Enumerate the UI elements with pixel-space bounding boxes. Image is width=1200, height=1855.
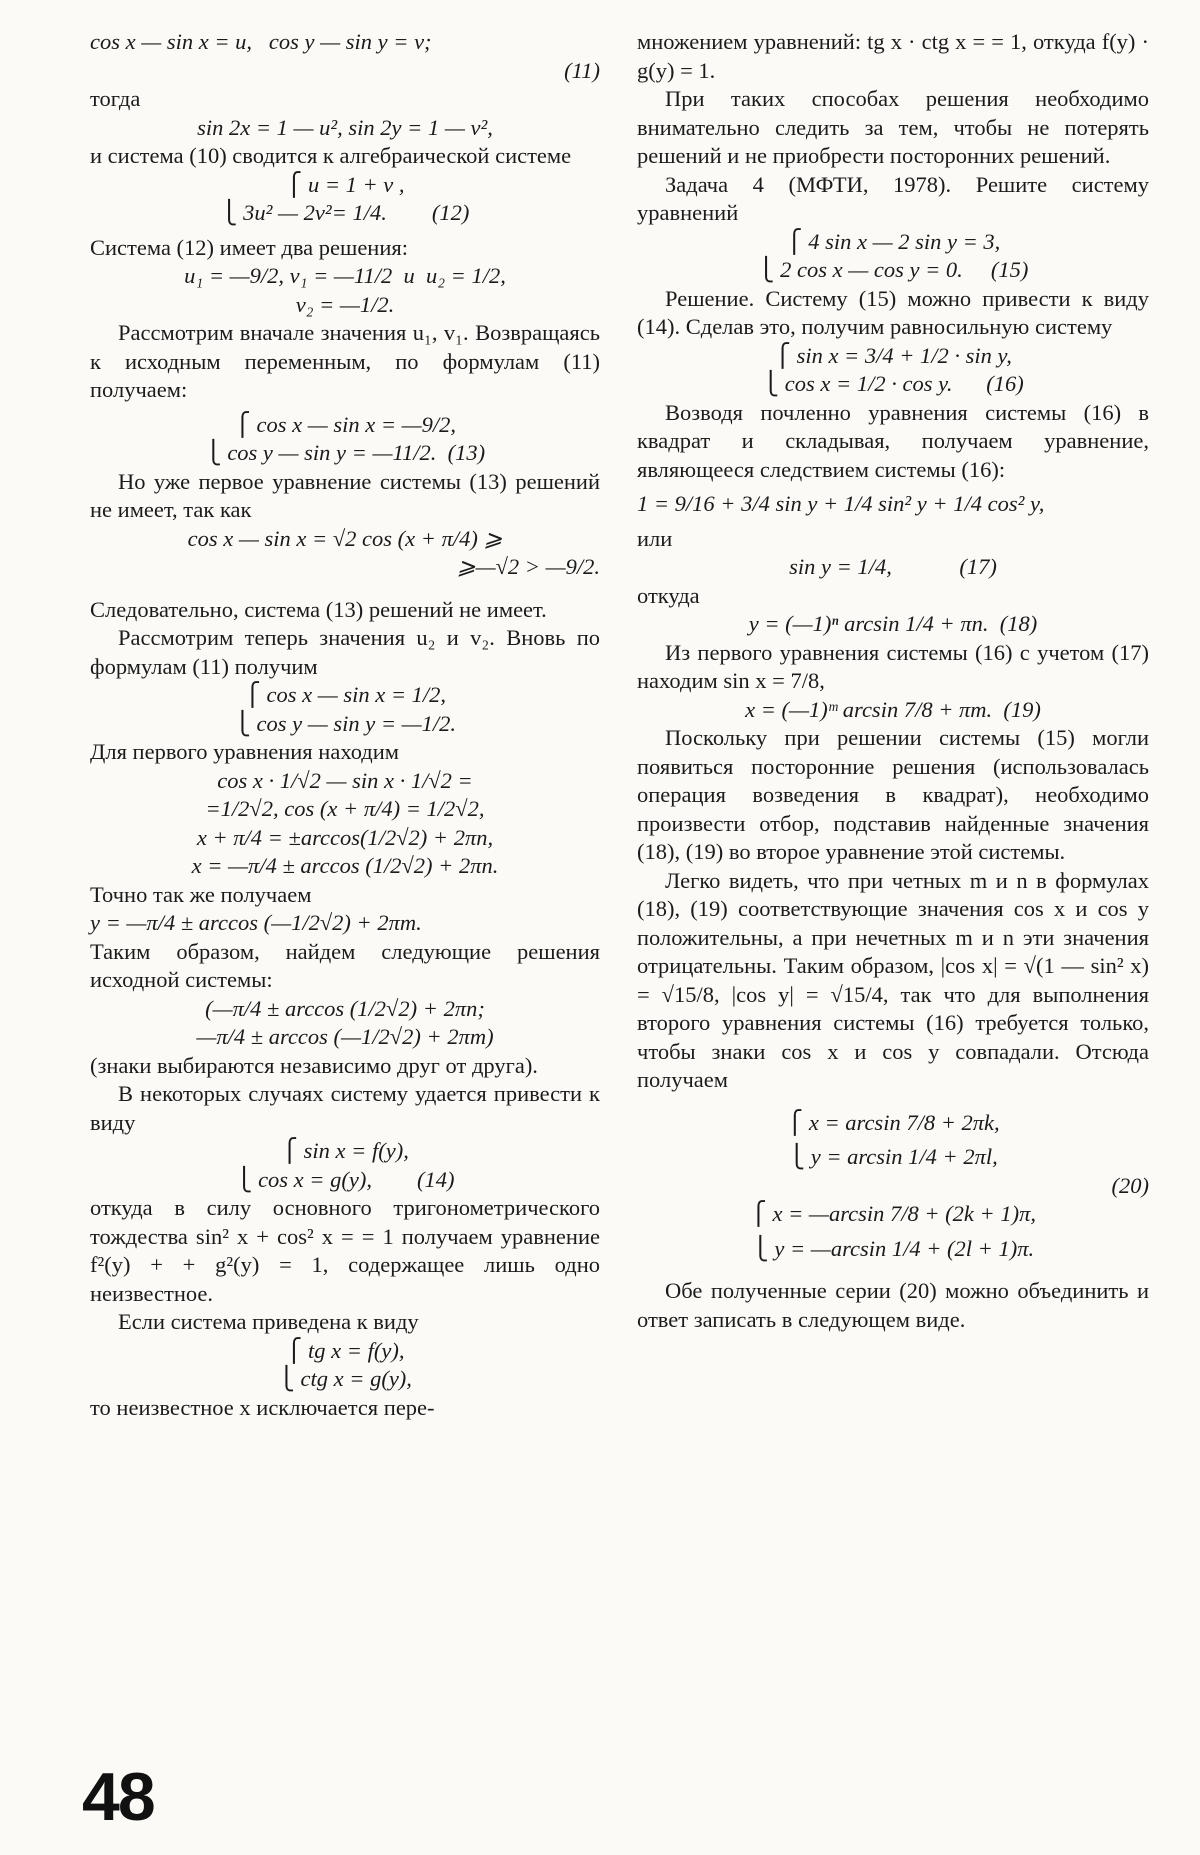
equation: =1/2√2, cos (x + π/4) = 1/2√2, xyxy=(205,796,485,821)
equation: sin y = 1/4, (17) xyxy=(789,554,997,579)
paragraph: Рассмотрим вначале значения u₁, v₁. Возвращаясь к исходным переменным, по формулам (11) получаем: xyxy=(90,320,600,402)
paragraph: При таких способах решения необходимо внимательно следить за тем, чтобы не потерять решений и не приобрести посторонних решений. xyxy=(637,86,1149,168)
right-column xyxy=(637,28,1149,1334)
equation: ⎧ x = —arcsin 7/8 + (2k + 1)π, xyxy=(750,1201,1036,1226)
paragraph: Следовательно, система (13) решений не имеет. xyxy=(90,596,547,622)
paragraph: Обе полученные серии (20) можно объединить и ответ записать в следующем виде. xyxy=(637,1278,1149,1332)
equation: ⎧ x = arcsin 7/8 + 2πk, xyxy=(786,1109,1000,1135)
paragraph: Для первого уравнения находим xyxy=(90,739,400,764)
equation: ⎧ sin x = f(y), xyxy=(281,1138,409,1163)
equation: x = —π/4 ± arccos (1/2√2) + 2πn. xyxy=(191,853,499,878)
equation: ⎧ 4 sin x — 2 sin y = 3, xyxy=(785,228,1001,254)
equation: ⎩ cos x = g(y), (14) xyxy=(235,1166,455,1192)
equation: cos x — sin x = u, cos y — sin y = v; xyxy=(90,29,432,54)
equation: sin 2x = 1 — u², sin 2y = 1 — v², xyxy=(197,114,493,140)
equation: 1 = 9/16 + 3/4 sin y + 1/4 sin² y + 1/4 cos² y, xyxy=(637,491,1045,516)
equation: ⎩ cos x = 1/2 · cos y. (16) xyxy=(762,371,1024,396)
paragraph: В некоторых случаях систему удается привести к виду xyxy=(90,1081,600,1135)
equation-number: ⩾—√2 > —9/2. xyxy=(456,554,600,579)
paragraph: Поскольку при решении системы (15) могли появиться посторонние решения (использовалась операция возведения в квадрат), необходимо произвести отбор, подставив найденные значения (18), (19) во второе уравнение этой системы. xyxy=(637,725,1149,864)
paragraph: Возводя почленно уравнения системы (16) в квадрат и складывая, получаем уравнение, являющееся следствием системы (16): xyxy=(637,399,1149,482)
left-column xyxy=(90,28,600,1422)
equation: ⎩ ctg x = g(y), xyxy=(278,1366,412,1391)
paragraph: Легко видеть, что при четных m и n в формулах (18), (19) соответствующие значения cos x и cos y положительны, а при нечетных m и n эти значения отрицательны. Таким образом, |cos x| = √(1 — sin² x) = √15/8, |cos y| = √15/4, так что для выполнения второго уравнения системы (16) требуется только, чтобы знаки cos x и cos y совпадали. Отсюда получаем xyxy=(637,867,1149,1092)
paragraph: тогда xyxy=(90,86,141,111)
equation: u₁ = —9/2, v₁ = —11/2 и u₂ = 1/2, xyxy=(184,263,506,288)
equation: ⎩ y = arcsin 1/4 + 2πl, xyxy=(788,1144,998,1169)
equation: ⎧ u = 1 + v , xyxy=(285,171,405,197)
equation: y = (—1)ⁿ arcsin 1/4 + πn. (18) xyxy=(748,611,1038,636)
paragraph: (знаки выбираются независимо друг от друга). xyxy=(90,1052,538,1078)
spacer xyxy=(90,582,600,596)
paragraph: откуда xyxy=(637,582,700,608)
equation: ⎧ cos x — sin x = 1/2, xyxy=(243,682,447,707)
equation: y = —π/4 ± arccos (—1/2√2) + 2πm. xyxy=(90,910,422,935)
paragraph: Если система приведена к виду xyxy=(118,1309,419,1334)
equation: x = (—1)ᵐ arcsin 7/8 + πm. (19) xyxy=(745,696,1041,722)
equation: ⎧ sin x = 3/4 + 1/2 · sin y, xyxy=(774,342,1012,368)
equation: ⎩ cos y — sin y = —11/2. (13) xyxy=(204,440,486,465)
equation: (—π/4 ± arccos (1/2√2) + 2πn; xyxy=(205,995,485,1021)
equation: cos x · 1/√2 — sin x · 1/√2 = xyxy=(217,767,473,793)
paragraph: Рассмотрим теперь значения u₂ и v₂. Вновь по формулам (11) получим xyxy=(90,625,600,679)
spacer xyxy=(637,1263,1149,1277)
paragraph: множением уравнений: tg x · ctg x = = 1, откуда f(y) · g(y) = 1. xyxy=(637,29,1149,83)
paragraph: Из первого уравнения системы (16) с учетом (17) находим sin x = 7/8, xyxy=(637,639,1149,693)
equation: ⎩ cos y — sin y = —1/2. xyxy=(233,710,457,736)
equation: ⎧ tg x = f(y), xyxy=(285,1337,405,1363)
equation: ⎩ 3u² — 2v²= 1/4. (12) xyxy=(220,200,470,225)
equation: —π/4 ± arccos (—1/2√2) + 2πm) xyxy=(196,1024,494,1049)
paragraph: и система (10) сводится к алгебраической системе xyxy=(90,143,572,168)
paragraph: Но уже первое уравнение системы (13) решений не имеет, так как xyxy=(90,468,600,522)
paragraph: Задача 4 (МФТИ, 1978). Решите систему уравнений xyxy=(637,171,1149,225)
equation: ⎩ 2 cos x — cos y = 0. (15) xyxy=(757,257,1029,282)
equation: ⎩ y = —arcsin 1/4 + (2l + 1)π. xyxy=(751,1235,1035,1261)
paragraph: Система (12) имеет два решения: xyxy=(90,234,408,260)
paragraph: Решение. Систему (15) можно привести к виду (14). Сделав это, получим равносильную систему xyxy=(637,285,1149,339)
paragraph: или xyxy=(637,525,673,551)
equation-number: (11) xyxy=(564,57,600,83)
equation: ⎧ cos x — sin x = —9/2, xyxy=(233,411,457,437)
paragraph: Точно так же получаем xyxy=(90,881,312,907)
paragraph: Таким образом, найдем следующие решения исходной системы: xyxy=(90,938,600,992)
equation: v₂ = —1/2. xyxy=(295,291,395,317)
paragraph: то неизвестное x исключается пере- xyxy=(90,1394,435,1420)
equation: x + π/4 = ±arccos(1/2√2) + 2πn, xyxy=(196,824,494,850)
equation-number: (20) xyxy=(1111,1172,1149,1198)
paragraph: откуда в силу основного тригонометрического тождества sin² x + cos² x = = 1 получаем уравнение f²(y) + + g²(y) = 1, содержащее лишь одно неизвестное. xyxy=(90,1195,600,1306)
equation: cos x — sin x = √2 cos (x + π/4) ⩾ xyxy=(187,525,503,551)
page-number: 48 xyxy=(82,1759,154,1835)
spacer xyxy=(637,1095,1149,1109)
